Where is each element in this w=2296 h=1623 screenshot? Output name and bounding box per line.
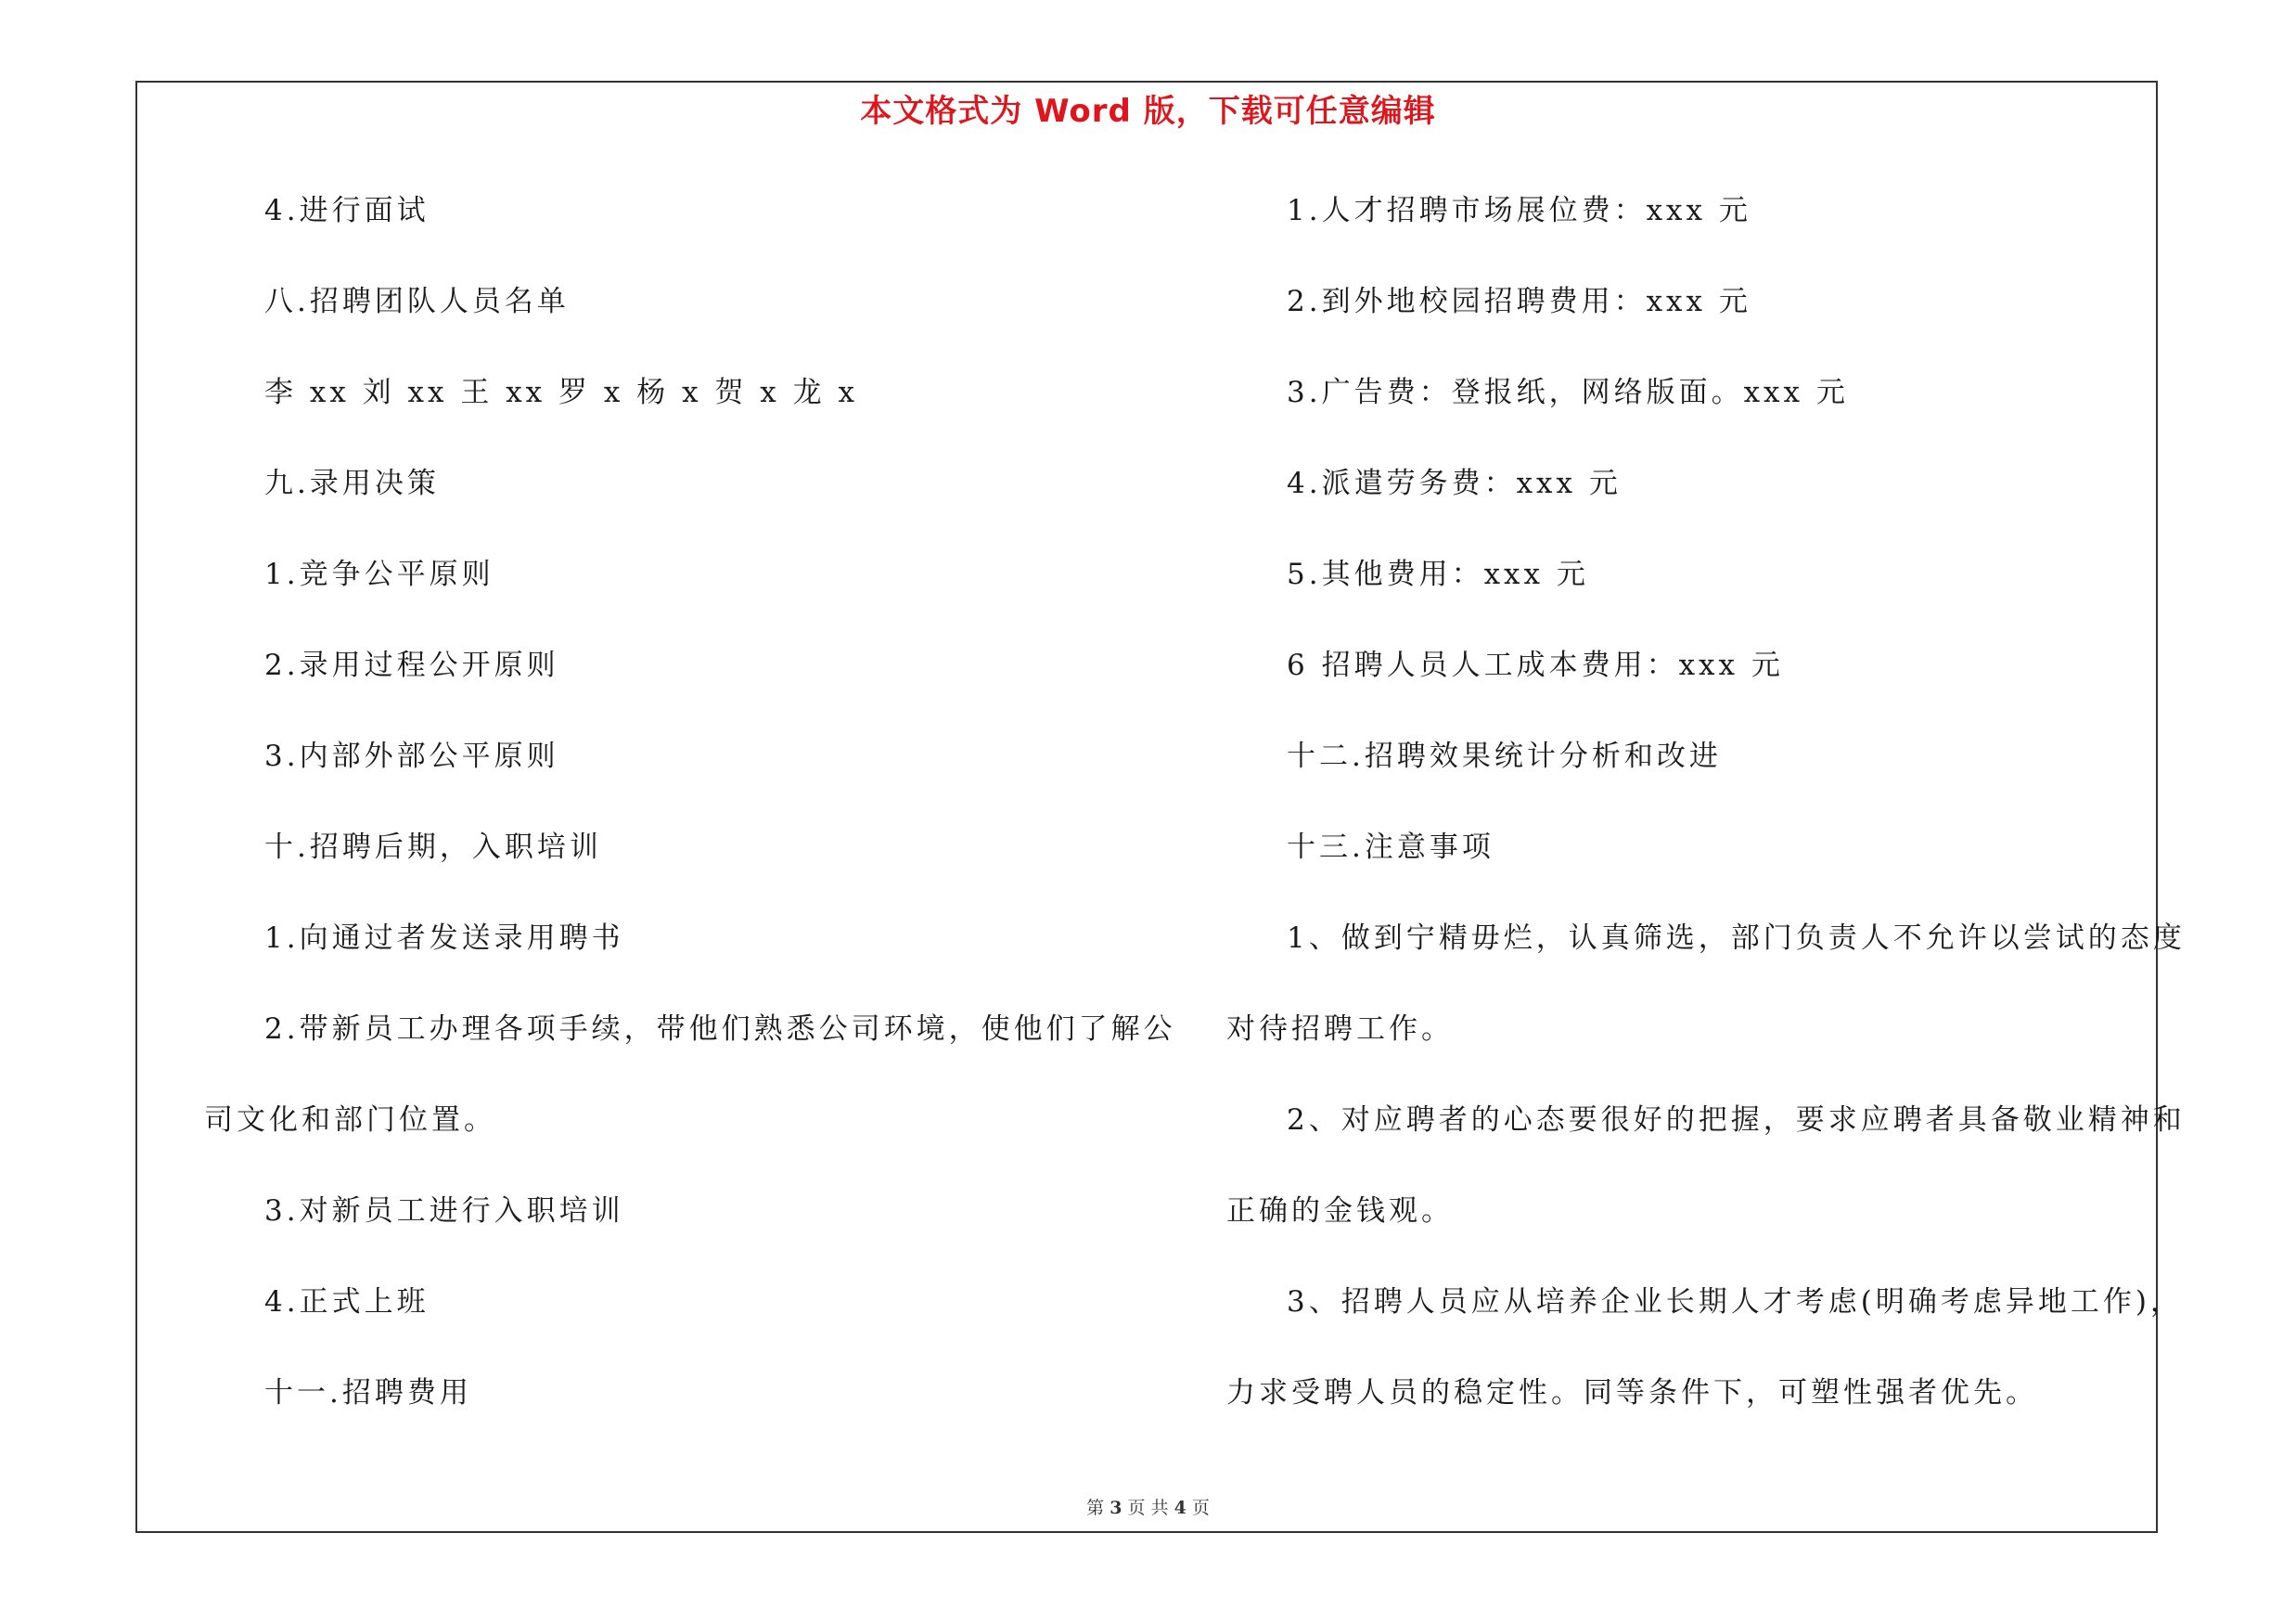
text-line: 1.竞争公平原则 <box>264 558 494 591</box>
text-line: 1、做到宁精毋烂，认真筛选，部门负责人不允许以尝试的态度 <box>1287 921 2186 955</box>
text-line: 4.派遣劳务费：xxx 元 <box>1287 467 1622 500</box>
text-line: 2.录用过程公开原则 <box>264 649 559 682</box>
header-note: 本文格式为 Word 版，下载可任意编辑 <box>860 93 1436 130</box>
section-heading: 十二.招聘效果统计分析和改进 <box>1287 740 1722 773</box>
section-heading: 十一.招聘费用 <box>264 1376 472 1410</box>
current-page-number: 3 <box>1110 1498 1122 1518</box>
footer-suffix: 页 <box>1191 1498 1210 1518</box>
text-line: 3.对新员工进行入职培训 <box>264 1194 624 1228</box>
text-line: 李 xx 刘 xx 王 xx 罗 x 杨 x 贺 x 龙 x <box>264 376 858 409</box>
text-line: 4.正式上班 <box>264 1285 430 1319</box>
text-line: 3、招聘人员应从培养企业长期人才考虑(明确考虑异地工作)， <box>1287 1285 2183 1319</box>
text-line: 正确的金钱观。 <box>1226 1194 1454 1228</box>
section-heading: 十.招聘后期，入职培训 <box>264 831 602 864</box>
text-line: 3.内部外部公平原则 <box>264 740 559 773</box>
text-line: 2、对应聘者的心态要很好的把握，要求应聘者具备敬业精神和 <box>1287 1103 2186 1137</box>
text-line: 4.进行面试 <box>264 194 430 227</box>
text-line: 2.到外地校园招聘费用：xxx 元 <box>1287 285 1751 318</box>
text-line: 6 招聘人员人工成本费用：xxx 元 <box>1287 649 1784 682</box>
text-line: 1.人才招聘市场展位费：xxx 元 <box>1287 194 1751 227</box>
total-page-number: 4 <box>1174 1498 1186 1518</box>
text-line: 3.广告费：登报纸，网络版面。xxx 元 <box>1287 376 1849 409</box>
text-line: 2.带新员工办理各项手续，带他们熟悉公司环境，使他们了解公 <box>264 1012 1176 1046</box>
footer-prefix: 第 <box>1086 1498 1105 1518</box>
section-heading: 八.招聘团队人员名单 <box>264 285 570 318</box>
footer-middle: 页 共 <box>1127 1498 1169 1518</box>
text-line: 司文化和部门位置。 <box>204 1103 496 1137</box>
page-footer <box>0 1494 2296 1519</box>
text-line: 5.其他费用：xxx 元 <box>1287 558 1589 591</box>
section-heading: 十三.注意事项 <box>1287 831 1494 864</box>
text-line: 力求受聘人员的稳定性。同等条件下，可塑性强者优先。 <box>1226 1376 2038 1410</box>
text-line: 1.向通过者发送录用聘书 <box>264 921 624 955</box>
section-heading: 九.录用决策 <box>264 467 440 500</box>
text-line: 对待招聘工作。 <box>1226 1012 1454 1046</box>
